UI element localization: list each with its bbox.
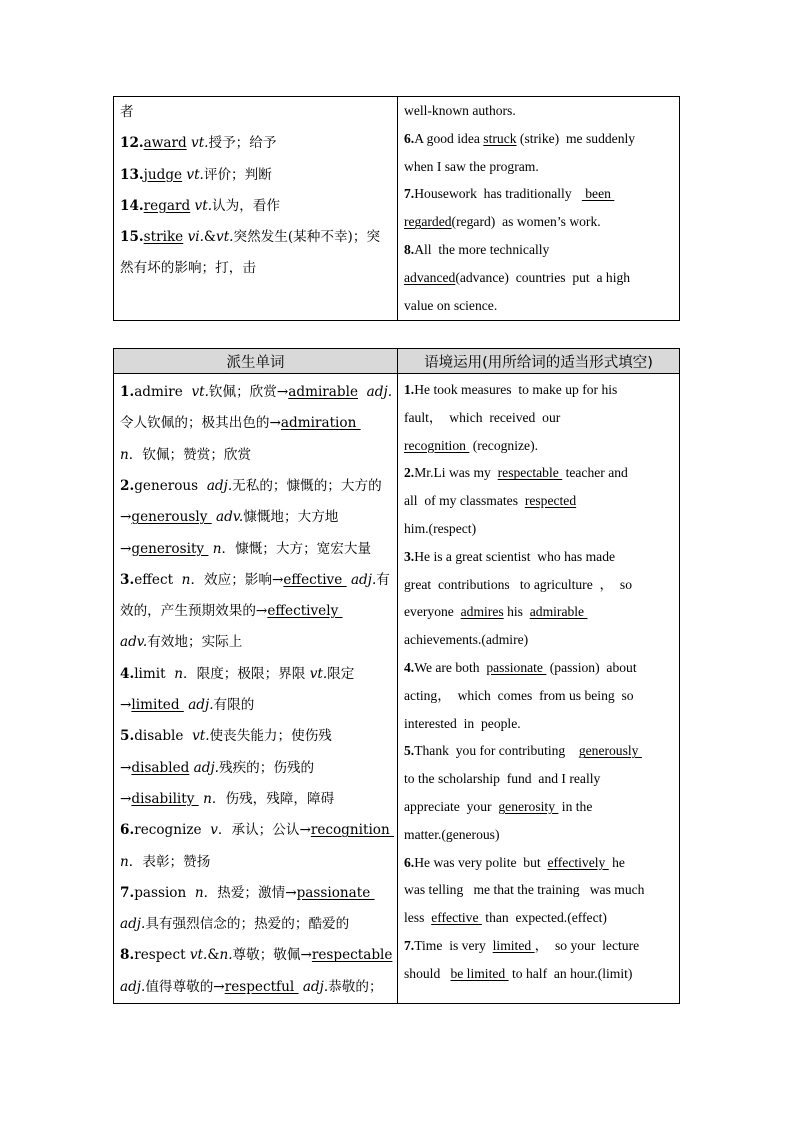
exercise-line: value on science. (404, 297, 498, 313)
exercise-line: 3.He is a great scientist who has made (404, 548, 616, 564)
exercise-line: advanced(advance) countries put a high (404, 269, 631, 285)
exercise-line: when I saw the program. (404, 158, 539, 174)
table-header (114, 349, 679, 374)
context-usage-column (398, 374, 679, 1003)
exercise-line: 8.All the more technically (404, 241, 550, 257)
exercise-column (398, 97, 679, 320)
derived-words-column (114, 374, 398, 1003)
exercise-line: 5.Thank you for contributing generously (404, 743, 642, 759)
word-line: 3.effect n．效应；影响→effective adj.有 (120, 571, 390, 588)
exercise-line: 6.A good idea struck (strike) me suddenly (404, 130, 636, 146)
word-line: 1.admire vt.钦佩；欣赏→admirable adj. (120, 384, 393, 401)
word-line: 2.generous adj.无私的；慷慨的；大方的 (120, 477, 382, 494)
exercise-line: well-known authors. (404, 103, 516, 118)
exercise-line: regarded(regard) as women’s work. (404, 214, 601, 230)
word-line: adj.值得尊敬的→respectful adj.恭敬的； (120, 978, 383, 995)
exercise-line: fault， which received our (404, 409, 561, 425)
exercise-line: all of my classmates respected (404, 493, 577, 509)
exercise-line: everyone admires his admirable (404, 604, 588, 620)
word-line: 者 (120, 104, 134, 120)
word-line: 6.recognize v．承认；公认→recognition (120, 822, 395, 839)
exercise-line: 7.Housework has traditionally been (404, 186, 615, 202)
exercise-line: 6.He was very polite but effectively he (404, 854, 625, 870)
exercise-line: recognition (recognize). (404, 437, 538, 453)
exercise-line: should be limited to half an hour.(limit) (404, 965, 633, 981)
word-line: 效的，产生预期效果的→effectively (120, 603, 343, 620)
word-line: adj.具有强烈信念的；热爱的；酷爱的 (120, 916, 350, 933)
word-line: 12.award vt.授予；给予 (120, 135, 277, 152)
word-line: 4.limit n．限度；极限；界限 vt.限定 (120, 665, 355, 682)
exercise-line: was telling me that the training was much (404, 882, 645, 898)
word-line: →generosity n．慷慨；大方；宽宏大量 (120, 540, 372, 557)
exercise-line: him.(respect) (404, 521, 477, 537)
word-line: adv.有效地；实际上 (120, 634, 243, 651)
exercise-line: great contributions to agriculture ， so (404, 576, 633, 592)
vocab-table-top (113, 96, 680, 321)
exercise-line: matter.(generous) (404, 826, 500, 842)
exercise-line: acting， which comes from us being so (404, 687, 634, 703)
header-context-usage: 语境运用(用所给词的适当形式填空) (424, 354, 653, 371)
word-line: →generously adv.慷慨地；大方地 (120, 509, 339, 526)
word-line: 5.disable vt.使丧失能力；使伤残 (120, 728, 332, 745)
derivatives-table (113, 348, 680, 1004)
word-line: →limited adj.有限的 (120, 697, 255, 714)
word-line: →disabled adj.残疾的；伤残的 (120, 759, 315, 776)
exercise-line: 4.We are both passionate (passion) about (404, 660, 637, 676)
word-line: 13.judge vt.评价；判断 (120, 166, 272, 183)
word-line: 令人钦佩的；极其出色的→admiration (120, 415, 361, 432)
word-line: 7.passion n．热爱；激情→passionate (120, 884, 375, 901)
word-line: n．表彰；赞扬 (120, 853, 211, 870)
word-line: 15.strike vi.&vt.突然发生(某种不幸)；突 (120, 229, 381, 246)
word-line: 8.respect vt.&n.尊敬；敬佩→respectable (120, 947, 393, 964)
exercise-line: to the scholarship fund and I really (404, 771, 601, 787)
exercise-line: 2.Mr.Li was my respectable teacher and (404, 465, 628, 481)
exercise-line: 1.He took measures to make up for his (404, 382, 618, 398)
exercise-line: interested in people. (404, 715, 521, 731)
word-line: 然有坏的影响；打，击 (120, 260, 256, 277)
word-line: 14.regard vt.认为，看作 (120, 197, 280, 214)
exercise-line: 7.Time is very limited ， so your lecture (404, 938, 640, 953)
exercise-line: achievements.(admire) (404, 632, 529, 648)
word-line: n．钦佩；赞赏；欣赏 (120, 446, 252, 463)
exercise-line: appreciate your generosity in the (404, 799, 593, 815)
header-derived-words: 派生单词 (114, 349, 398, 373)
exercise-line: less effective than expected.(effect) (404, 910, 607, 926)
word-line: →disability n．伤残，残障，障碍 (120, 790, 335, 807)
word-list-column (114, 97, 398, 320)
